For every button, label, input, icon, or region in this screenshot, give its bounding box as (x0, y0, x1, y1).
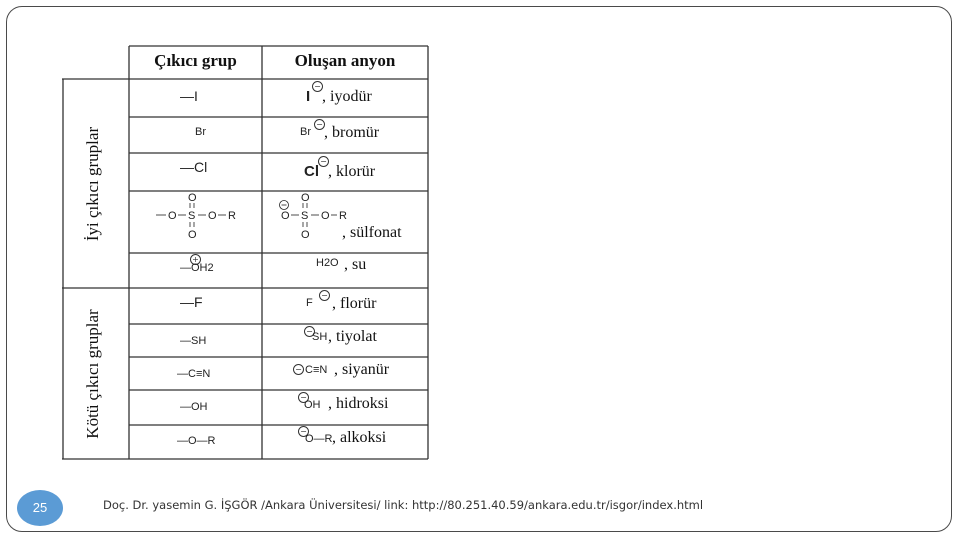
svg-text:O: O (281, 210, 290, 222)
svg-text:O: O (188, 192, 197, 204)
negative-charge-icon: − (314, 119, 325, 130)
anion-name-thiolate: , tiyolat (328, 328, 377, 345)
anion-name-water: , su (344, 256, 367, 273)
anion-name-chloride: , klorür (328, 163, 376, 180)
header-leaving-group: Çıkıcı grup (154, 51, 237, 70)
svg-text:O: O (168, 210, 177, 222)
positive-charge-icon: + (190, 254, 201, 265)
anion-chloride: Cl (304, 163, 319, 180)
anion-name-sulfonate: , sülfonat (342, 224, 402, 241)
group-sulfonate (130, 192, 262, 252)
anion-alkoxide: O—R (305, 433, 333, 445)
anion-hydroxide: OH (304, 399, 321, 411)
group-chloro: —Cl (180, 159, 208, 175)
svg-text:O: O (301, 229, 310, 241)
anion-name-alkoxide: , alkoksi (332, 429, 387, 446)
negative-charge-icon: − (298, 426, 309, 437)
group-oxonium: —OH2 (180, 262, 214, 274)
anion-fluoride: F (306, 297, 313, 309)
anion-name-fluoride: , florür (332, 295, 377, 312)
anion-iodide: I (306, 88, 311, 105)
svg-text:R: R (228, 210, 236, 222)
anion-thiolate: SH (312, 331, 328, 343)
group-thiol: —SH (180, 335, 207, 347)
negative-charge-icon: − (304, 326, 315, 337)
svg-text:S: S (301, 210, 309, 222)
group-cyano: —C≡N (177, 368, 211, 380)
header-anion: Oluşan anyon (294, 51, 396, 70)
anion-cyanide: C≡N (305, 364, 328, 376)
anion-sulfonate (263, 192, 353, 252)
svg-text:O: O (208, 210, 217, 222)
anion-name-cyanide: , siyanür (334, 361, 390, 378)
leaving-group-table (62, 44, 430, 460)
negative-charge-icon: − (312, 81, 323, 92)
footer-citation: Doç. Dr. yasemin G. İŞGÖR /Ankara Üniversitesi/ link: http://80.251.40.59/ankara.edu.tr/isgor/index.html (103, 498, 704, 512)
anion-bromide: Br (300, 126, 311, 138)
negative-charge-icon: − (293, 364, 304, 375)
group-hydroxy: —OH (180, 401, 208, 413)
svg-text:O: O (188, 229, 197, 241)
anion-water: H2O (316, 257, 339, 269)
negative-charge-icon: − (318, 156, 329, 167)
page-number-badge: 25 (17, 490, 63, 526)
group-bromo: Br (195, 126, 206, 138)
negative-charge-icon: − (319, 290, 330, 301)
section-label-poor: Kötü çıkıcı gruplar (83, 309, 102, 439)
svg-text:R: R (339, 210, 347, 222)
svg-text:O: O (321, 210, 330, 222)
group-iodo: —I (180, 88, 198, 104)
anion-name-hydroxide: , hidroksi (328, 395, 389, 412)
anion-name-iodide: , iyodür (322, 88, 372, 105)
group-fluoro: —F (180, 294, 203, 310)
negative-charge-icon: − (298, 392, 309, 403)
group-alkoxy: —O—R (177, 435, 216, 447)
anion-name-bromide: , bromür (324, 124, 380, 141)
svg-text:S: S (188, 210, 196, 222)
svg-text:O: O (301, 192, 310, 204)
section-label-good: İyi çıkıcı gruplar (83, 126, 102, 242)
